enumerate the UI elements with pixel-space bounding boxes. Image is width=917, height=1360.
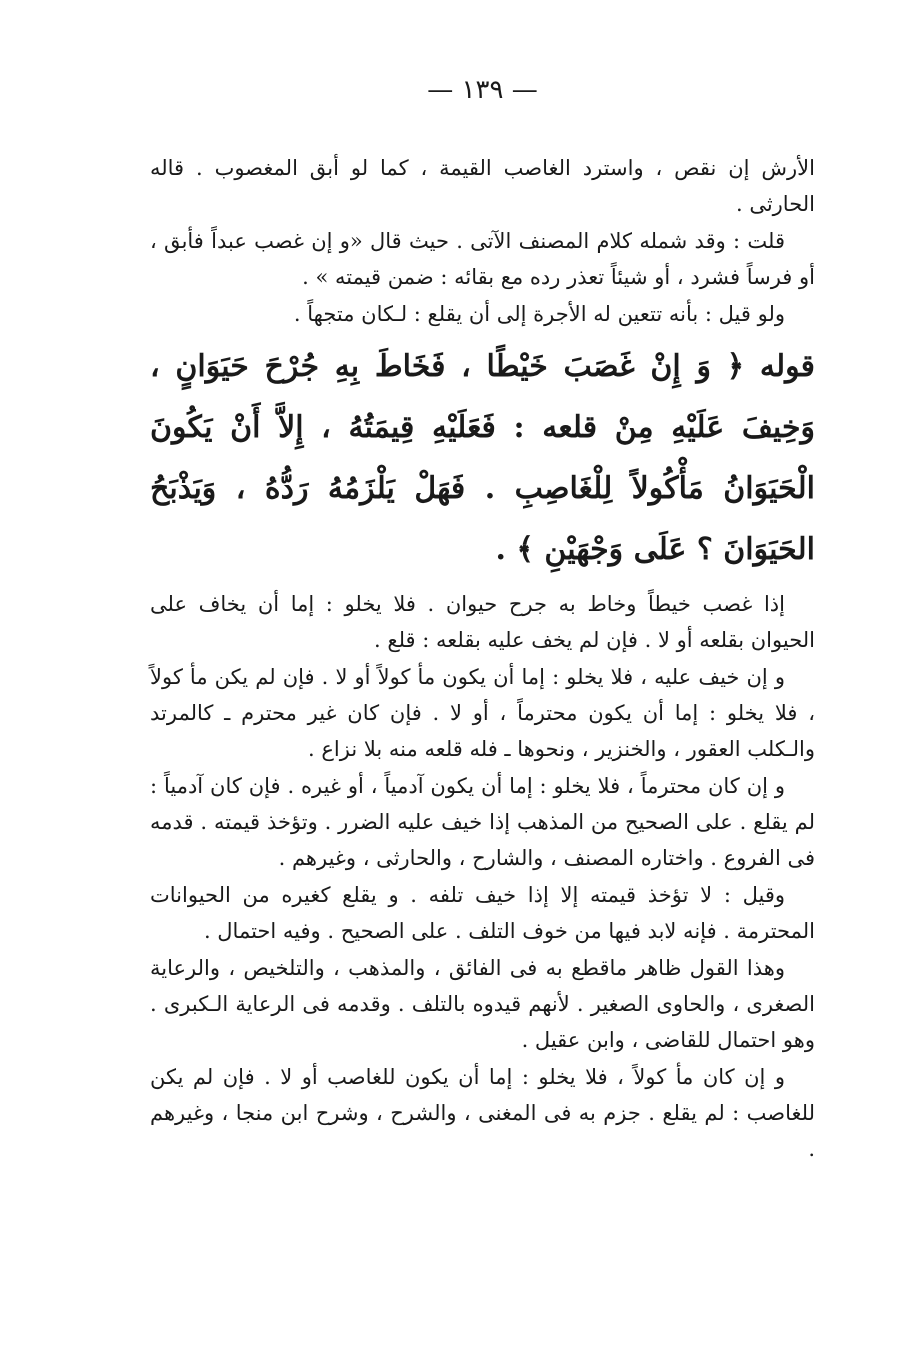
paragraph-continued: الأرش إن نقص ، واسترد الغاصب القيمة ، كما لو أبق المغصوب . قاله الحارثى . [150,156,815,216]
page-number: — ١٣٩ — [427,75,538,105]
body-paragraph-1: إذا غصب خيطاً وخاط به جرح حيوان . فلا يخلو : إما أن يخاف على الحيوان بقلعه أو لا . فإن لم يخف عليه بقلعه : قلع . [150,592,815,652]
body-paragraph-4: وقيل : لا تؤخذ قيمته إلا إذا خيف تلفه . و يقلع كغيره من الحيوانات المحترمة . فإنه لابد فيها من خوف التلف . على الصحيح . وفيه احتمال . [150,883,815,943]
body-paragraph-5: وهذا القول ظاهر ماقطع به فى الفائق ، والمذهب ، والتلخيص ، والرعاية الصغرى ، والحاوى الصغير . لأنهم قيدوه بالتلف . وقدمه فى الرعاية الـكبرى . وهو احتمال للقاضى ، وابن عقيل . [150,956,815,1052]
paragraph-wa-law-qil: ولو قيل : بأنه تتعين له الأجرة إلى أن يقلع : لـكان متجهاً . [293,302,785,326]
paragraph-qult: قلت : وقد شمله كلام المصنف الآتى . حيث قال «و إن غصب عبداً فأبق ، أو فرساً فشرد ، أو شيئاً تعذر رده مع بقائه : ضمن قيمته » . [150,229,815,289]
quoted-matn: قوله ﴿ وَ إِنْ غَصَبَ خَيْطًا ، فَخَاطَ بِهِ جُرْحَ حَيَوَانٍ ، وَخِيفَ عَلَيْهِ مِنْ قلعه : فَعَلَيْهِ قِيمَتُهُ ، إِلاَّ أَنْ يَكُونَ الْحَيَوَانُ مَأْكُولاً لِلْغَاصِبِ . فَهَلْ يَلْزَمُهُ رَدُّهُ ، وَيَذْبَحُ الحَيَوَانَ ؟ عَلَى وَجْهَيْنِ ﴾ . [150,349,815,567]
body-paragraph-6: و إن كان مأ كولاً ، فلا يخلو : إما أن يكون للغاصب أو لا . فإن لم يكن للغاصب : لم يقلع . جزم به فى المغنى ، والشرح ، وشرح ابن منجا ، وغيرهم . [150,1065,815,1161]
book-page [150,60,815,1310]
body-paragraph-2: و إن خيف عليه ، فلا يخلو : إما أن يكون مأ كولاً أو لا . فإن لم يكن مأ كولاً ، فلا يخلو : إما أن يكون محترماً ، أو لا . فإن كان غير محترم ـ كالمرتد والـكلب العقور ، والخنزير ، ونحوها ـ فله قلعه منه بلا نزاع . [150,665,815,761]
body-paragraph-3: و إن كان محترماً ، فلا يخلو : إما أن يكون آدمياً ، أو غيره . فإن كان آدمياً : لم يقلع . على الصحيح من المذهب إذا خيف عليه الضرر . وتؤخذ قيمته . قدمه فى الفروع . واختاره المصنف ، والشارح ، والحارثى ، وغيرهم . [150,774,815,870]
